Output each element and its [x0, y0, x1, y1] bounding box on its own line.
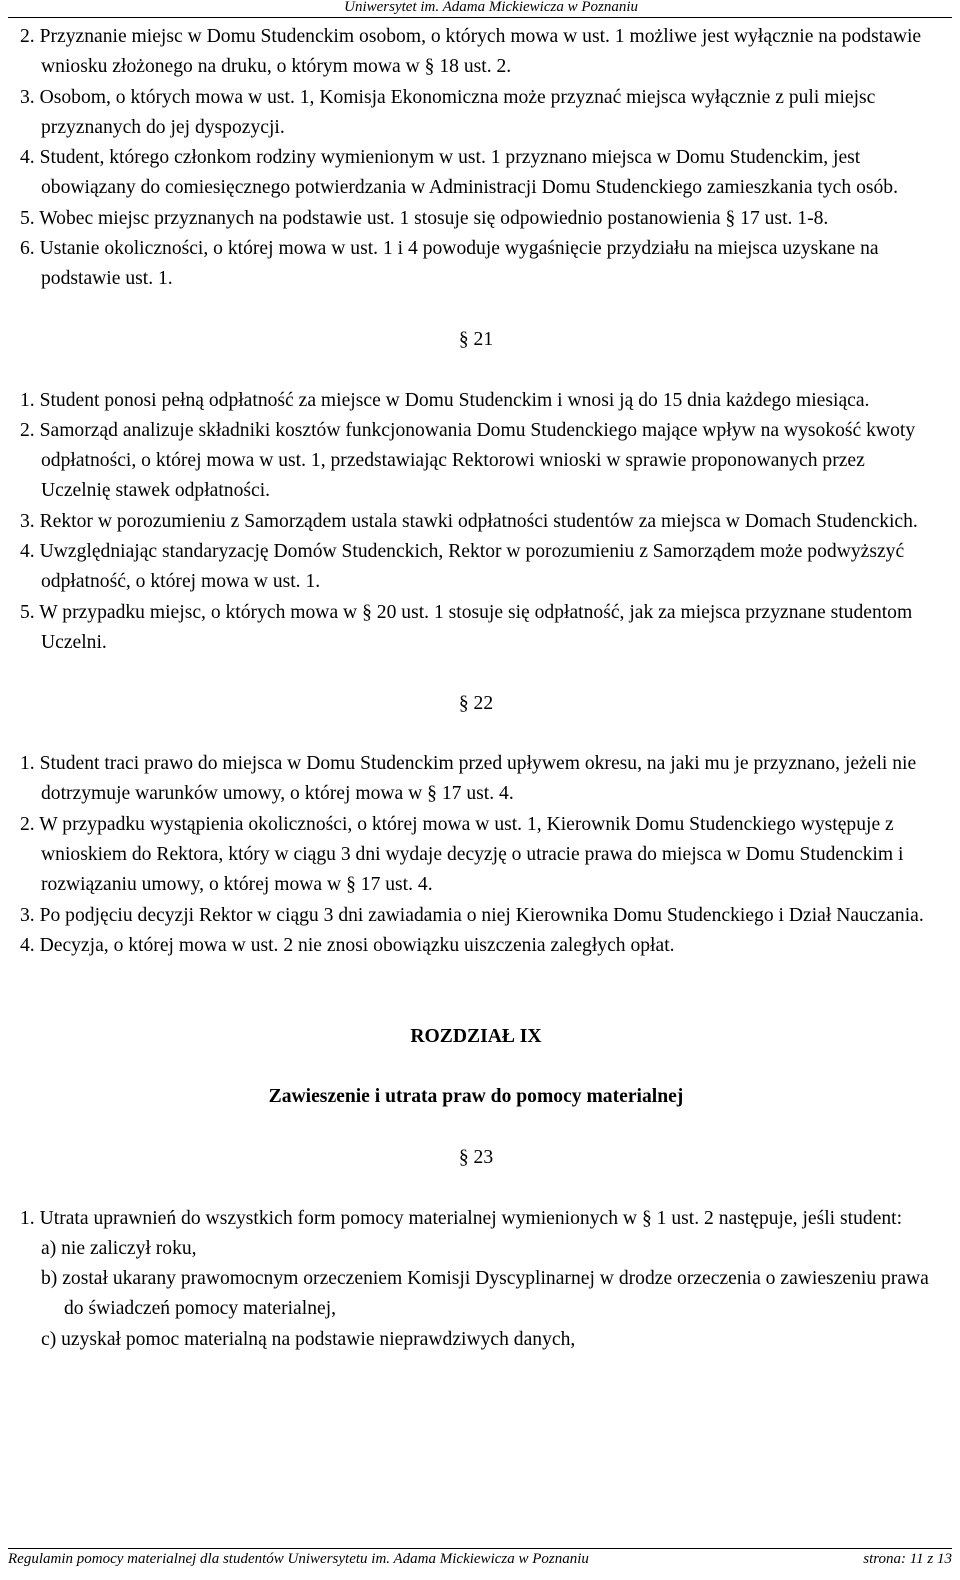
section-heading-22: § 22: [458, 692, 494, 714]
paragraph: 3. Osobom, o których mowa w ust. 1, Komisja Ekonomiczna może przyznać miejsca wyłącznie z puli miejsc przyznanych do jej dyspozycji.: [20, 86, 876, 138]
paragraph: 4. Decyzja, o której mowa w ust. 2 nie znosi obowiązku uiszczenia zaległych opłat.: [20, 934, 675, 956]
paragraph: 6. Ustanie okoliczności, o której mowa w ust. 1 i 4 powoduje wygaśnięcie przydziału na miejsca uzyskane na podstawie ust. 1.: [20, 238, 879, 290]
paragraph: 2. W przypadku wystąpienia okoliczności, o której mowa w ust. 1, Kierownik Domu Studenckiego występuje z wnioskiem do Rektora, który w ciągu 3 dni wydaje decyzję o utracie prawa do miejsca w Domu Studenckim i rozwiązaniu umowy, o której mowa w § 17 ust. 4.: [20, 813, 904, 896]
chapter-title: Zawieszenie i utrata praw do pomocy materialnej: [268, 1086, 684, 1108]
section-heading-23: § 23: [458, 1146, 494, 1168]
spacer: [20, 658, 932, 688]
spacer: [20, 719, 932, 749]
paragraph: 1. Student ponosi pełną odpłatność za miejsce w Domu Studenckim i wnosi ją do 15 dnia każdego miesiąca.: [20, 389, 870, 411]
spacer: [20, 961, 932, 1022]
paragraph: 2. Przyznanie miejsc w Domu Studenckim osobom, o których mowa w ust. 1 możliwe jest wyłącznie na podstawie wniosku złożonego na druku, o którym mowa w § 18 ust. 2.: [20, 26, 922, 78]
spacer: [20, 1113, 932, 1143]
section-heading-21: § 21: [458, 328, 494, 350]
paragraph: 3. Po podjęciu decyzji Rektor w ciągu 3 dni zawiadamia o niej Kierownika Domu Studenckiego i Dział Nauczania.: [20, 904, 924, 926]
spacer: [20, 355, 932, 385]
list-item: b) został ukarany prawomocnym orzeczeniem Komisji Dyscyplinarnej w drodze orzeczenia o zawieszeniu prawa do świadczeń pomocy materialnej,: [41, 1268, 929, 1320]
footer-title: Regulamin pomocy materialnej dla studentów Uniwersytetu im. Adama Mickiewicza w Poznaniu: [8, 1551, 589, 1567]
paragraph: 1. Student traci prawo do miejsca w Domu Studenckim przed upływem okresu, na jaki mu je przyznano, jeżeli nie dotrzymuje warunków umowy, o której mowa w § 17 ust. 4.: [20, 753, 917, 805]
page-number: strona: 11 z 13: [863, 1551, 952, 1567]
chapter-number: ROZDZIAŁ IX: [410, 1025, 542, 1047]
spacer: [20, 1173, 932, 1203]
paragraph: 5. W przypadku miejsc, o których mowa w § 20 ust. 1 stosuje się odpłatność, jak za miejsca przyznane studentom Uczelni.: [20, 601, 913, 653]
paragraph: 5. Wobec miejsc przyznanych na podstawie ust. 1 stosuje się odpowiednio postanowienia § 17 ust. 1-8.: [20, 207, 829, 229]
paragraph: 4. Student, którego członkom rodziny wymienionym w ust. 1 przyznano miejsca w Domu Studenckim, jest obowiązany do comiesięcznego potwierdzania w Administracji Domu Studenckiego zamieszkania tych osób.: [20, 147, 898, 199]
list-item: c) uzyskał pomoc materialną na podstawie nieprawdziwych danych,: [41, 1328, 576, 1350]
paragraph: 2. Samorząd analizuje składniki kosztów funkcjonowania Domu Studenckiego mające wpływ na wysokość kwoty odpłatności, o której mowa w ust. 1, przedstawiając Rektorowi wnioski w sprawie proponowanych przez Uczelnię stawek odpłatności.: [20, 419, 916, 502]
paragraph: 3. Rektor w porozumieniu z Samorządem ustala stawki odpłatności studentów za miejsca w Domach Studenckich.: [20, 510, 918, 532]
paragraph: 4. Uwzględniając standaryzację Domów Studenckich, Rektor w porozumieniu z Samorządem może podwyższyć odpłatność, o której mowa w ust. 1.: [20, 541, 905, 593]
page-footer: [8, 1548, 952, 1567]
spacer: [20, 295, 932, 325]
header-university: Uniwersytet im. Adama Mickiewicza w Poznaniu: [344, 0, 638, 15]
list-item: a) nie zaliczył roku,: [41, 1237, 197, 1259]
paragraph: 1. Utrata uprawnień do wszystkich form pomocy materialnej wymienionych w § 1 ust. 2 następuje, jeśli student:: [20, 1207, 903, 1229]
page-header: [8, 0, 952, 18]
spacer: [20, 1052, 932, 1082]
document-body: [20, 22, 932, 1355]
